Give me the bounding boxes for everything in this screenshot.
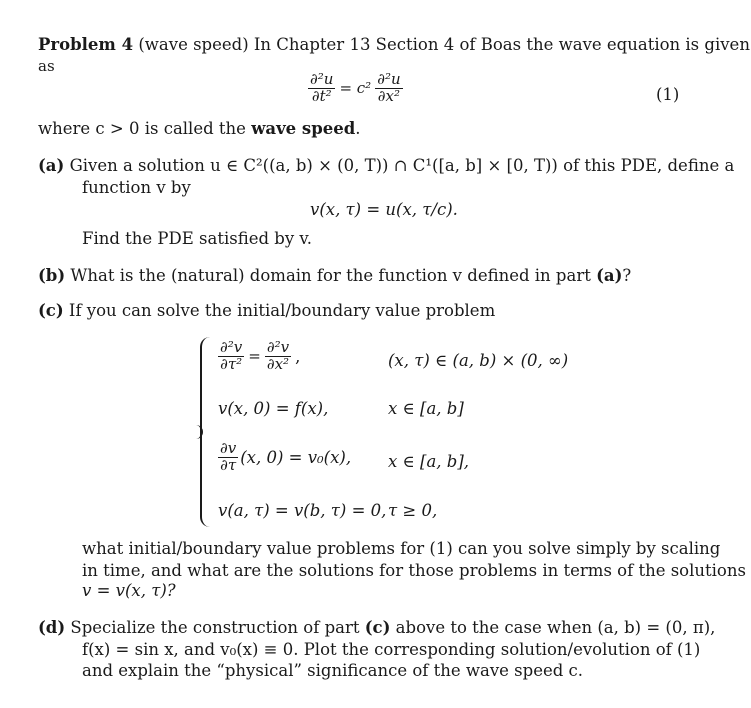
system-row1 [218, 340, 300, 373]
row1-rhs-den: ∂x² [266, 354, 290, 373]
part-b-ref: (a) [596, 266, 623, 285]
part-a-line1 [38, 155, 734, 176]
row3-condition: x ∈ [a, b], [388, 452, 470, 471]
problem-label: Problem 4 [38, 35, 134, 54]
eq1-mid: = c² [339, 79, 372, 98]
row1-condition: (x, τ) ∈ (a, b) × (0, ∞) [388, 351, 569, 370]
row1-lhs-den: ∂τ² [220, 354, 243, 373]
part-c-follow1: what initial/boundary value problems for (1) can you solve simply by scaling [82, 539, 721, 558]
row3-rest: (x, 0) = v₀(x), [240, 447, 352, 467]
system-row4: v(a, τ) = v(b, τ) = 0, [218, 501, 387, 520]
part-d-line2: f(x) = sin x, and v₀(x) ≡ 0. Plot the corresponding solution/evolution of (1) [82, 640, 701, 659]
eq1-lhs-den: ∂t² [311, 86, 332, 105]
part-c-intro: If you can solve the initial/boundary value problem [68, 301, 496, 320]
where-prefix: where c > 0 is called the [38, 119, 246, 138]
row4-condition: τ ≥ 0, [388, 501, 438, 520]
eq1-rhs-den: ∂x² [377, 86, 401, 105]
part-b-post: ? [622, 266, 632, 285]
eq1-rhs-fraction [375, 72, 402, 105]
eq1-lhs-num: ∂²u [310, 70, 334, 88]
part-d-label: (d) [38, 618, 66, 637]
row1-lhs-num: ∂²v [220, 338, 243, 356]
part-a-line2: function v by [82, 178, 191, 197]
row1-comma: , [295, 346, 301, 366]
wave-equation [308, 72, 403, 105]
part-c-follow3: v = v(x, τ)? [82, 581, 176, 600]
system-brace [200, 337, 214, 527]
system-row3 [218, 441, 351, 474]
problem-header [38, 34, 750, 55]
part-a-label: (a) [38, 156, 65, 175]
problem-intro: (wave speed) In Chapter 13 Section 4 of Boas the wave equation is given [138, 35, 750, 54]
part-c-follow2: in time, and what are the solutions for those problems in terms of the solutions [82, 561, 746, 580]
where-line [38, 118, 361, 139]
part-d-text-post: above to the case when (a, b) = (0, π), [395, 618, 716, 637]
part-d-line1 [38, 617, 715, 638]
row1-eq: = [248, 347, 261, 366]
eq1-lhs-fraction [308, 72, 335, 105]
row3-num: ∂v [220, 439, 237, 457]
part-a-display: v(x, τ) = u(x, τ/c). [310, 200, 458, 219]
part-a-text1: Given a solution u ∈ C²((a, b) × (0, T)) ∩ C¹([a, b] × [0, T)) of this PDE, define a [69, 156, 735, 175]
equation-number: (1) [656, 85, 680, 104]
system-row2: v(x, 0) = f(x), [218, 399, 329, 418]
part-a-line3: Find the PDE satisfied by v. [82, 229, 313, 248]
part-b-text: What is the (natural) domain for the function v defined in part [70, 266, 591, 285]
part-d-ref: (c) [364, 618, 391, 637]
part-b-label: (b) [38, 266, 66, 285]
row2-condition: x ∈ [a, b] [388, 399, 464, 418]
part-c-intro-line [38, 300, 495, 321]
row3-den: ∂τ [220, 455, 237, 474]
part-c-label: (c) [38, 301, 64, 320]
row1-lhs-fraction [218, 340, 244, 373]
part-b-line [38, 265, 631, 286]
row3-fraction [218, 441, 238, 474]
part-d-line3: and explain the “physical” significance of the wave speed c. [82, 661, 584, 680]
wave-speed-term: wave speed [251, 119, 356, 138]
row1-rhs-num: ∂²v [266, 338, 290, 356]
eq1-rhs-num: ∂²u [377, 70, 401, 88]
where-suffix: . [355, 119, 361, 138]
row1-rhs-fraction [265, 340, 291, 373]
problem-intro-cont: as [38, 57, 55, 75]
part-d-text-pre: Specialize the construction of part [70, 618, 360, 637]
